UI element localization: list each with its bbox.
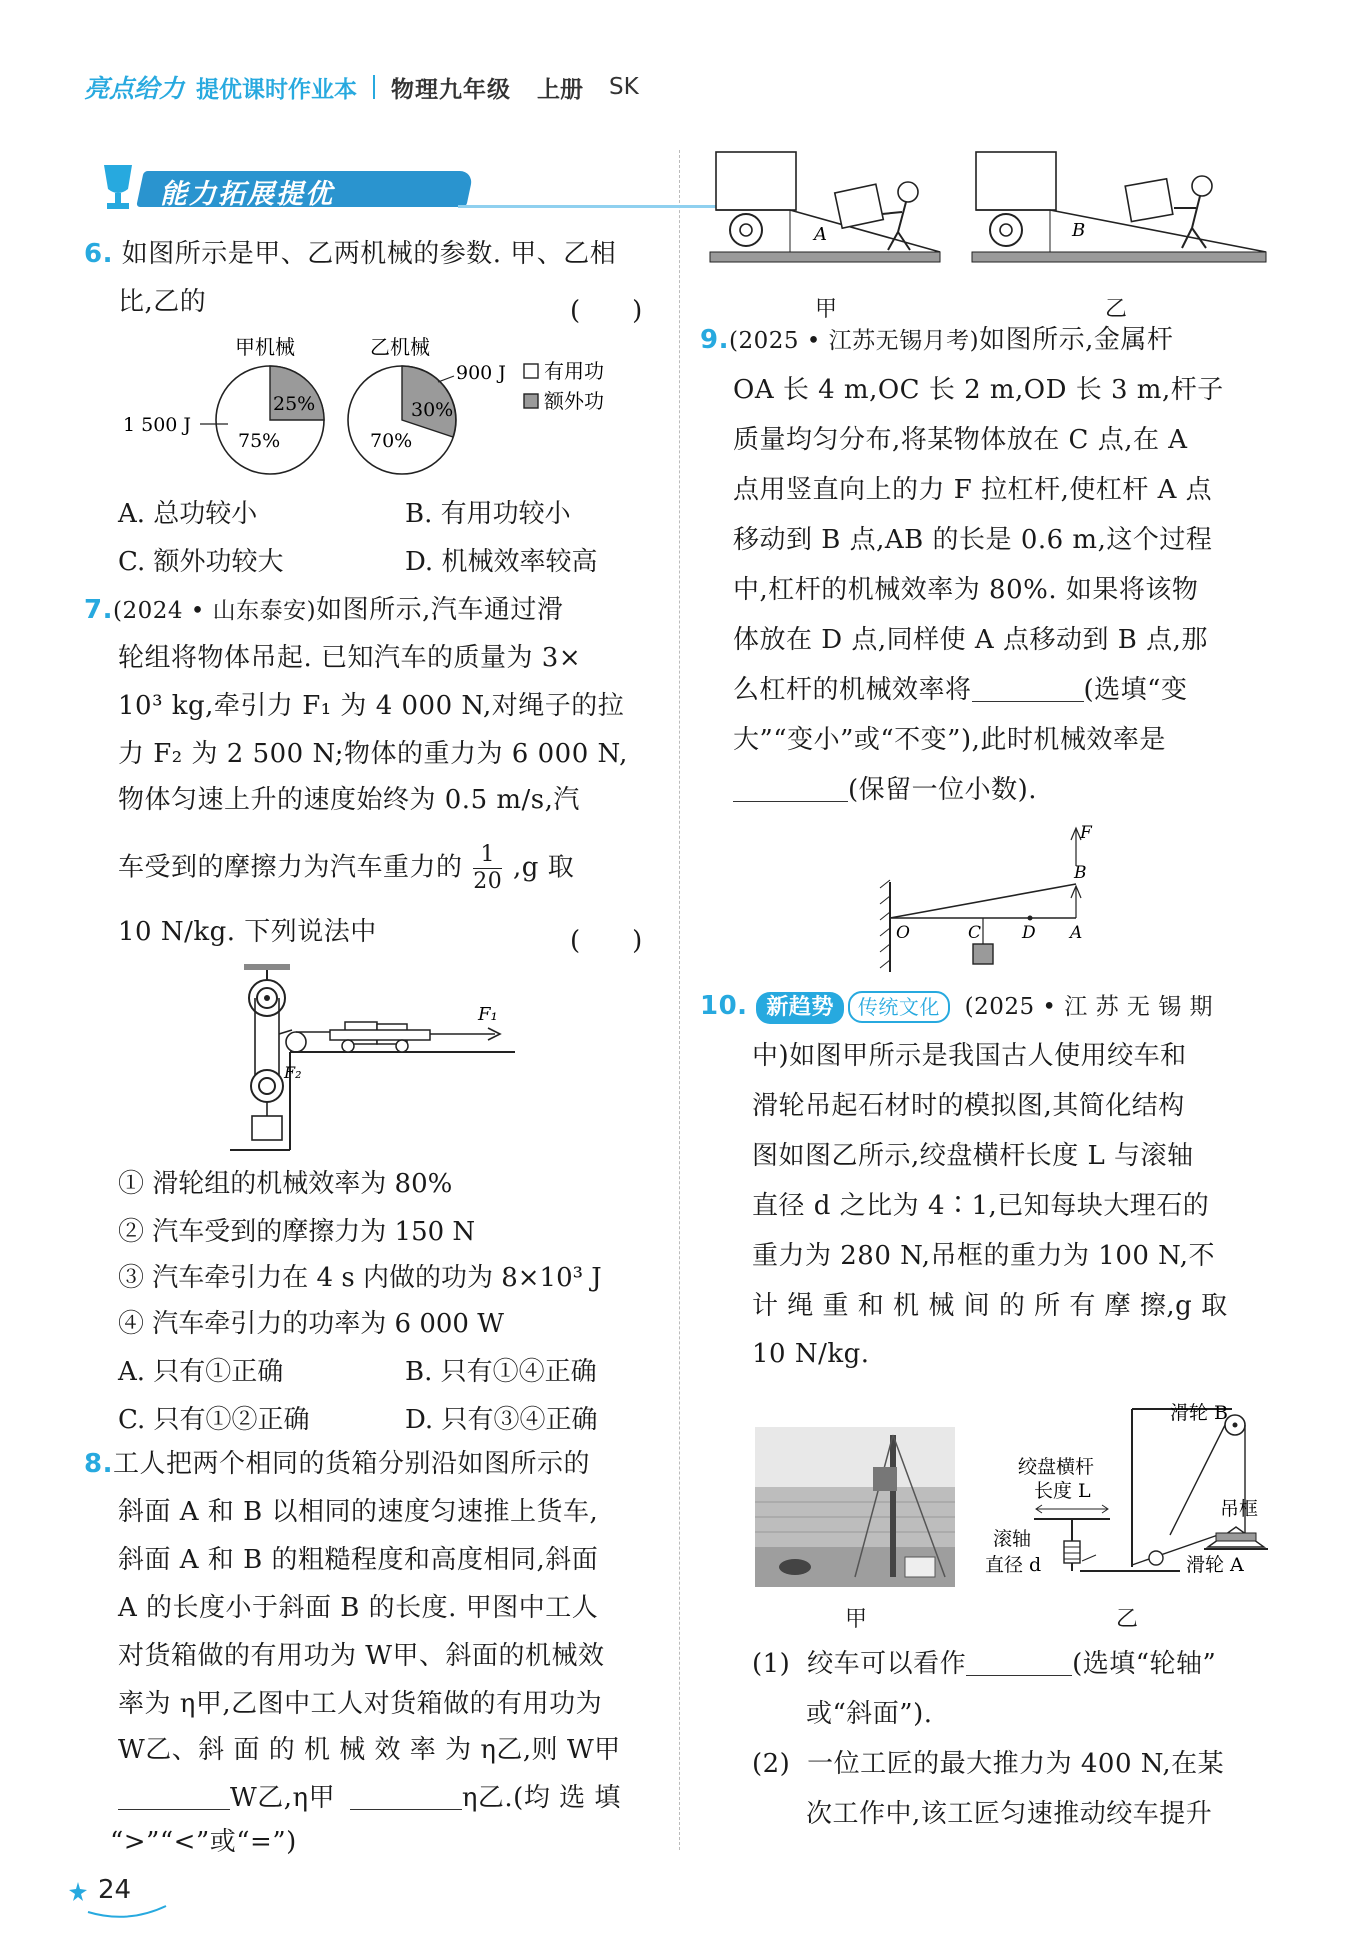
q7-line5: 物体匀速上升的速度始终为 0.5 m/s,汽	[118, 785, 580, 815]
q7-fraction	[473, 842, 502, 895]
q10-sub1-line2: 或“斜面”).	[806, 1699, 933, 1729]
q10-line7: 10 N/kg.	[752, 1339, 870, 1369]
q6-text: 如图所示是甲、乙两机械的参数. 甲、乙相	[121, 239, 617, 269]
q10-line3: 图如图乙所示,绞盘横杆长度 L 与滚轴	[752, 1141, 1194, 1171]
q9-line7: 体放在 D 点,同样使 A 点移动到 B 点,那	[733, 625, 1208, 655]
q7-statement-3: ③ 汽车牵引力在 4 s 内做的功为 8×10³ J	[118, 1263, 602, 1293]
q7-answer-bracket: ( )	[570, 926, 643, 956]
q7-line2: 轮组将物体吊起. 已知汽车的质量为 3×	[118, 643, 582, 673]
q6-a-total: 1 500 J	[123, 414, 192, 436]
q7-line4: 力 F₂ 为 2 500 N;物体的重力为 6 000 N,	[118, 739, 628, 769]
q8-blank-1[interactable]	[118, 1783, 230, 1810]
q9-line6: 中,杠杆的机械效率为 80%. 如果将该物	[733, 575, 1199, 605]
lever-b-label: B	[1074, 863, 1087, 883]
q10-sub1-line1	[752, 1640, 1216, 1688]
q10-line4: 直径 d 之比为 4∶1,已知每块大理石的	[752, 1191, 1210, 1221]
q8-caption-a: 甲	[815, 297, 838, 322]
q8-blank-2[interactable]	[350, 1783, 462, 1810]
q10-sub1-text: 绞车可以看作	[807, 1649, 967, 1679]
q10-winch-scene-image	[755, 1427, 955, 1587]
subject-label: 物理九年级	[391, 76, 512, 103]
lever-o-label: O	[896, 923, 910, 943]
q7-statement-4: ④ 汽车牵引力的功率为 6 000 W	[118, 1309, 504, 1339]
q6-number: 6.	[84, 239, 113, 269]
q7-line1	[84, 586, 563, 635]
q9-line10	[733, 766, 1037, 814]
header-separator	[373, 75, 375, 99]
q7-statement-1: ① 滑轮组的机械效率为 80%	[118, 1169, 453, 1199]
q10-sub2-number: (2)	[752, 1749, 791, 1779]
q7-option-d: D. 只有③④正确	[405, 1405, 598, 1435]
q8-line1	[84, 1440, 590, 1488]
section-title: 能力拓展提优	[160, 179, 334, 210]
q10-winch-diagram	[980, 1395, 1280, 1585]
volume-label: 上册	[537, 76, 584, 103]
q10-sub2-line2: 次工作中,该工匠匀速推动绞车提升	[806, 1799, 1213, 1829]
q8-text-l8b: η乙.(均 选 填	[461, 1783, 621, 1813]
culture-badge: 传统文化	[848, 991, 950, 1023]
q7-fraction-num: 1	[473, 842, 502, 869]
page-swoosh	[88, 1902, 168, 1922]
q10-sub1-text-b: (选填“轮轴”	[1072, 1649, 1217, 1679]
pulley-a-label: 滑轮 A	[1186, 1554, 1244, 1576]
pulley-b-label: 滑轮 B	[1170, 1402, 1229, 1424]
q6-option-c: C. 额外功较大	[118, 547, 284, 577]
q8-text-l1: 工人把两个相同的货箱分别沿如图所示的	[112, 1449, 590, 1479]
q7-line6	[118, 842, 574, 895]
ramp-a-label: A	[814, 224, 827, 245]
q8-line7: W乙、斜 面 的 机 械 效 率 为 η乙,则 W甲	[118, 1735, 621, 1765]
brand-logo: 亮点给力	[84, 74, 185, 103]
q9-source: (2025 • 江苏无锡月考)	[728, 328, 980, 354]
q9-blank-2[interactable]	[733, 775, 848, 802]
q6-a-useful-pct: 75%	[238, 430, 281, 452]
q8-number: 8.	[84, 1449, 113, 1479]
q6-answer-bracket: ( )	[570, 296, 643, 326]
q8-text-l8a: W乙,η甲	[230, 1783, 336, 1813]
q9-text-l8b: (选填“变	[1083, 675, 1188, 705]
q8-line6: 率为 η甲,乙图中工人对货箱做的有用功为	[118, 1689, 603, 1719]
q6-line1	[84, 230, 616, 278]
page-header	[84, 70, 639, 104]
q7-text-l6: 车受到的摩擦力为汽车重力的	[118, 852, 463, 883]
q10-line2: 滑轮吊起石材时的模拟图,其简化结构	[752, 1091, 1185, 1121]
q10-sub2-text: 一位工匠的最大推力为 400 N,在某	[807, 1749, 1225, 1779]
q9-number: 9.	[700, 325, 729, 355]
q6-b-useful-pct: 70%	[370, 430, 413, 452]
section-banner	[98, 163, 658, 215]
q10-sub1-number: (1)	[752, 1649, 791, 1679]
q9-line5: 移动到 B 点,AB 的长是 0.6 m,这个过程	[733, 525, 1213, 555]
legend-extra-swatch	[524, 394, 538, 408]
lever-c-label: C	[968, 923, 982, 943]
legend-useful-label: 有用功	[544, 359, 604, 383]
q10-line6: 计 绳 重 和 机 械 间 的 所 有 摩 擦,g 取	[752, 1291, 1228, 1321]
q9-line1	[700, 316, 1173, 365]
q9-line8	[733, 666, 1187, 714]
q9-blank-1[interactable]	[972, 675, 1084, 702]
q6-option-b: B. 有用功较小	[405, 499, 571, 529]
q9-line3: 质量均匀分布,将某物体放在 C 点,在 A	[733, 425, 1188, 455]
q10-line5: 重力为 280 N,吊框的重力为 100 N,不	[752, 1241, 1216, 1271]
q9-line4: 点用竖直向上的力 F 拉杠杆,使杠杆 A 点	[733, 475, 1213, 505]
trend-badge: 新趋势	[756, 992, 844, 1024]
q7-option-b: B. 只有①④正确	[405, 1357, 597, 1387]
lever-d-label: D	[1022, 923, 1036, 943]
q7-line7: 10 N/kg. 下列说法中	[118, 917, 377, 947]
q8-line4: A 的长度小于斜面 B 的长度. 甲图中工人	[118, 1593, 599, 1623]
q10-sub2-line1	[752, 1740, 1224, 1788]
q9-text-l8a: 么杠杆的机械效率将	[733, 675, 972, 705]
q6-label-b: 乙机械	[370, 335, 430, 359]
q8-caption-b: 乙	[1105, 297, 1128, 322]
lever-f-label: F	[1080, 823, 1092, 843]
ramp-b-label: B	[1072, 220, 1086, 241]
q10-caption-b: 乙	[1116, 1607, 1139, 1632]
q7-f2-label: F₂	[284, 1063, 302, 1082]
q8-line8	[118, 1774, 621, 1822]
rod-length-label: 长度 L	[1034, 1480, 1091, 1502]
edition-label: SK	[609, 74, 639, 100]
q7-f1-label: F₁	[478, 1004, 498, 1025]
q7-text-l1: 如图所示,汽车通过滑	[316, 595, 564, 625]
q6-b-extra-pct: 30%	[411, 399, 454, 421]
q9-lever-figure	[880, 822, 1100, 972]
q9-text-l10: (保留一位小数).	[848, 775, 1038, 805]
q6-line2: 比,乙的	[118, 287, 207, 317]
q6-a-extra-pct: 25%	[273, 393, 316, 415]
trophy-icon	[98, 161, 138, 217]
q7-number: 7.	[84, 595, 113, 625]
axle-diameter-label: 直径 d	[985, 1554, 1042, 1576]
q7-option-c: C. 只有①②正确	[118, 1405, 310, 1435]
legend-useful-swatch	[524, 364, 538, 378]
q10-blank-1[interactable]	[966, 1649, 1072, 1676]
q6-option-a: A. 总功较小	[118, 499, 258, 529]
q7-text-l6b: ,g 取	[513, 852, 575, 883]
q7-pulley-figure	[230, 964, 530, 1154]
q8-line5: 对货箱做的有用功为 W甲、斜面的机械效	[118, 1641, 605, 1671]
q6-label-a: 甲机械	[235, 335, 295, 359]
q7-statement-2: ② 汽车受到的摩擦力为 150 N	[118, 1217, 476, 1247]
q6-b-extra: 900 J	[456, 362, 506, 384]
q8-line3: 斜面 A 和 B 的粗糙程度和高度相同,斜面	[118, 1545, 599, 1575]
q6-pie-figure	[120, 332, 640, 482]
rod-label: 绞盘横杆	[1018, 1456, 1095, 1478]
q10-number: 10.	[700, 991, 748, 1021]
lever-a-label: A	[1070, 923, 1083, 943]
frame-label: 吊框	[1220, 1498, 1259, 1520]
column-divider	[679, 150, 680, 1850]
q7-option-a: A. 只有①正确	[118, 1357, 284, 1387]
book-subtitle: 提优课时作业本	[196, 76, 358, 103]
q9-text-l1: 如图所示,金属杆	[979, 325, 1174, 355]
q10-line1: 中)如图甲所示是我国古人使用绞车和	[752, 1041, 1187, 1071]
q7-line3: 10³ kg,牵引力 F₁ 为 4 000 N,对绳子的拉	[118, 691, 625, 721]
q8-line2: 斜面 A 和 B 以相同的速度匀速推上货车,	[118, 1497, 599, 1527]
axle-label: 滚轴	[993, 1528, 1032, 1550]
legend-extra-label: 额外功	[544, 389, 604, 413]
q10-source: (2025 • 江 苏 无 锡 期	[964, 994, 1214, 1020]
q8-ramp-figure	[710, 152, 1270, 312]
q10-caption-a: 甲	[845, 1607, 868, 1632]
page-number: 24	[98, 1875, 132, 1905]
q9-line9: 大”“变小”或“不变”),此时机械效率是	[733, 725, 1166, 755]
q9-line2: OA 长 4 m,OC 长 2 m,OD 长 3 m,杆子	[733, 375, 1224, 405]
q8-line9: “>”“<”或“=”)	[110, 1827, 297, 1857]
q7-source: (2024 • 山东泰安)	[112, 598, 317, 624]
q10-line0	[700, 982, 1213, 1031]
q6-option-d: D. 机械效率较高	[405, 547, 598, 577]
q7-fraction-den: 20	[473, 869, 503, 894]
